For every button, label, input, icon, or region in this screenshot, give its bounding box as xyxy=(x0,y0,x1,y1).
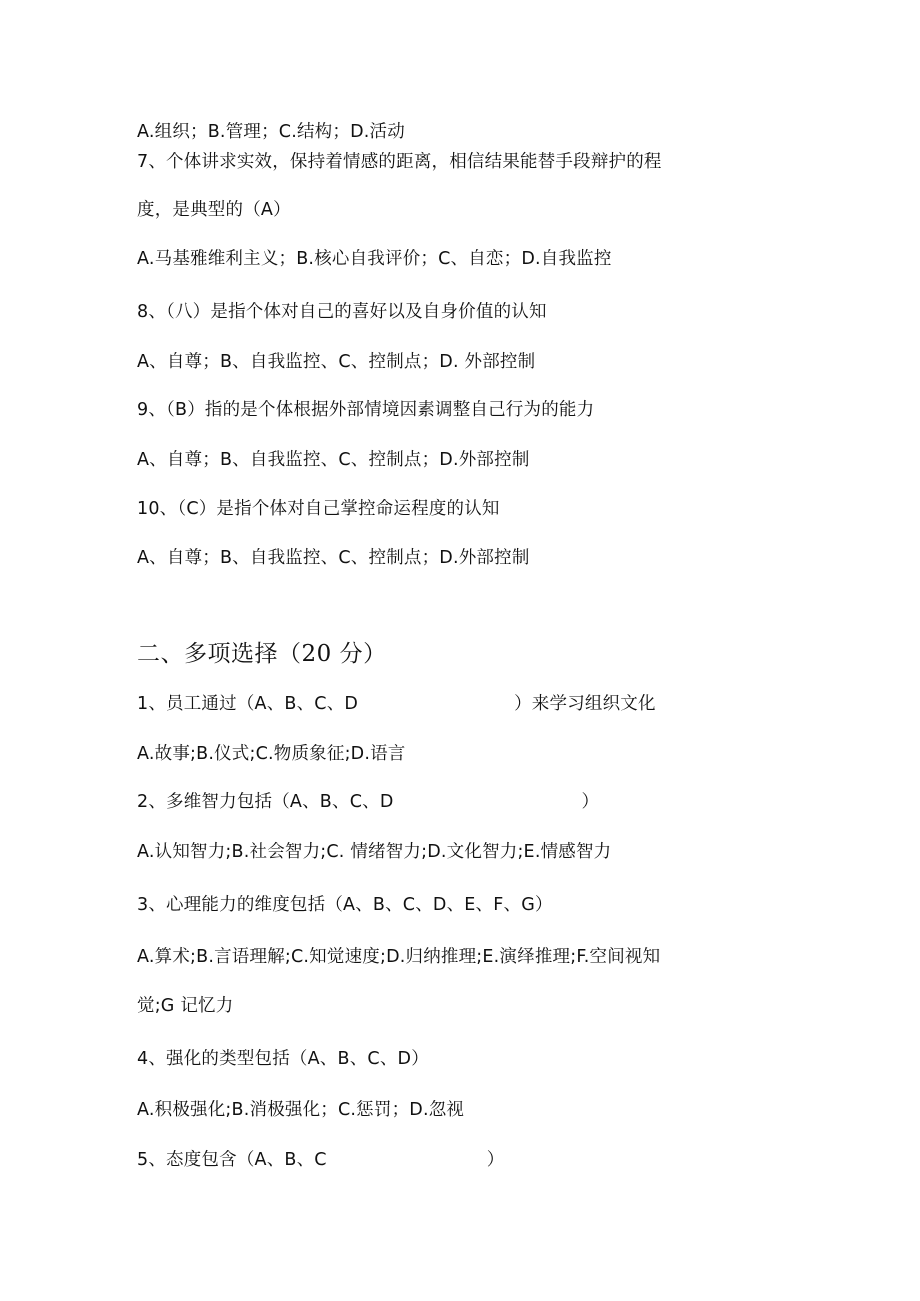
q10-question: 10、（C）是指个体对自己掌控命运程度的认知 xyxy=(137,499,500,519)
multi-q3-options-line2: 觉;G 记忆力 xyxy=(137,996,234,1016)
q9-options: A、自尊；B、自我监控、C、控制点；D.外部控制 xyxy=(137,450,530,470)
q8-question: 8、（八）是指个体对自己的喜好以及自身价值的认知 xyxy=(137,302,547,322)
multi-q3-options-line1: A.算术;B.言语理解;C.知觉速度;D.归纳推理;E.演绎推理;F.空间视知 xyxy=(137,947,661,967)
q8-options: A、自尊；B、自我监控、C、控制点；D. 外部控制 xyxy=(137,352,536,372)
multi-q2-options: A.认知智力;B.社会智力;C. 情绪智力;D.文化智力;E.情感智力 xyxy=(137,842,612,862)
q7-options: A.马基雅维利主义；B.核心自我评价；C、自恋；D.自我监控 xyxy=(137,249,612,269)
q7-question-line1: 7、个体讲求实效，保持着情感的距离，相信结果能替手段辩护的程 xyxy=(137,152,662,172)
multi-q1-question xyxy=(137,692,656,716)
multi-q4-question: 4、强化的类型包括（A、B、C、D） xyxy=(137,1049,429,1069)
multi-q5-question-part1: 5、态度包含（A、B、C xyxy=(137,1150,327,1170)
multi-q2-question-part1: 2、多维智力包括（A、B、C、D xyxy=(137,792,394,812)
multi-q2-question-part2: ） xyxy=(581,792,600,812)
q6-options: A.组织；B.管理；C.结构；D.活动 xyxy=(137,122,405,142)
multi-q3-question: 3、心理能力的维度包括（A、B、C、D、E、F、G） xyxy=(137,895,553,915)
section2-heading: 二、多项选择（20 分） xyxy=(137,641,387,667)
multi-q5-question xyxy=(137,1148,504,1172)
multi-q1-question-part2: ）来学习组织文化 xyxy=(514,694,656,714)
multi-q1-options: A.故事;B.仪式;C.物质象征;D.语言 xyxy=(137,744,406,764)
multi-q5-question-part2: ） xyxy=(486,1150,505,1170)
multi-q2-question xyxy=(137,790,599,814)
multi-q1-question-part1: 1、员工通过（A、B、C、D xyxy=(137,694,359,714)
q7-question-line2: 度，是典型的（A） xyxy=(137,200,291,220)
multi-q4-options: A.积极强化;B.消极强化；C.惩罚；D.忽视 xyxy=(137,1100,465,1120)
q9-question: 9、（B）指的是个体根据外部情境因素调整自己行为的能力 xyxy=(137,400,595,420)
q10-options: A、自尊；B、自我监控、C、控制点；D.外部控制 xyxy=(137,548,530,568)
